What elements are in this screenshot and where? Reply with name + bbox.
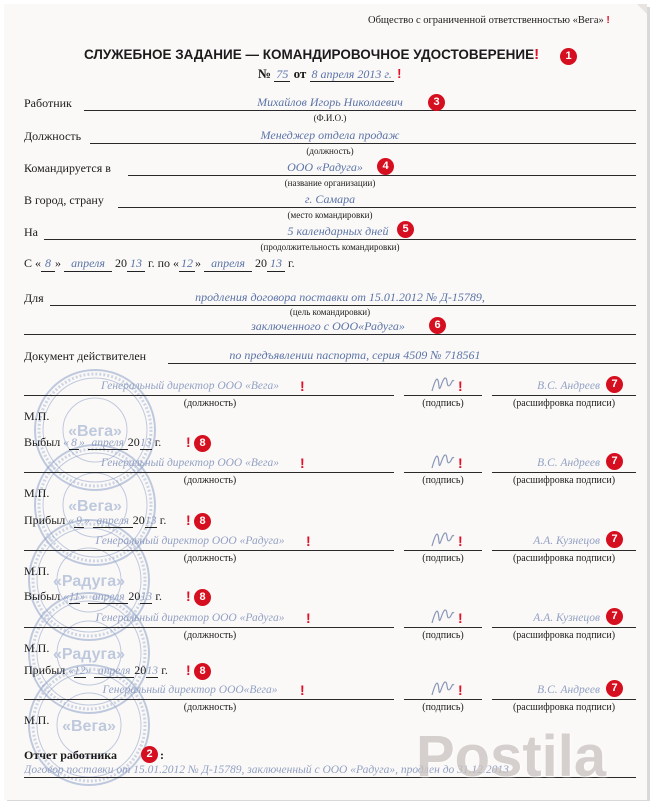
position-caption: (должность) xyxy=(306,146,354,156)
mark-quote-close: » xyxy=(84,515,90,527)
handwritten-signature xyxy=(428,677,456,699)
mp-label: М.П. xyxy=(24,486,50,500)
duration-line xyxy=(44,239,636,240)
badge-7: 7 xyxy=(606,453,623,470)
purpose-line-2 xyxy=(24,334,636,335)
document-value: по предъявлении паспорта, серия 4509 № 718561 xyxy=(229,348,481,362)
exclamation-mark: ! xyxy=(186,662,191,678)
badge-8: 8 xyxy=(194,663,211,680)
period-month-to: апреля xyxy=(204,256,252,272)
document-line xyxy=(168,363,636,364)
exclamation-mark: ! xyxy=(534,46,540,63)
exclamation-mark: ! xyxy=(306,533,311,549)
badge-1: 1 xyxy=(560,48,577,65)
mark-quote-close: » xyxy=(79,591,86,603)
badge-2: 2 xyxy=(141,746,158,763)
position-caption: (должность) xyxy=(183,475,237,486)
report-value: Договор поставки от 15.01.2012 № Д-15789, заключенный с ООО «Радуга», продлен до 31.12.2013 xyxy=(24,764,509,776)
mark-month: апреля xyxy=(94,665,134,678)
mark-day: 12 xyxy=(74,665,86,677)
org-header xyxy=(368,14,610,26)
employee-caption: (Ф.И.О.) xyxy=(313,113,347,123)
signature-caption: (подпись) xyxy=(422,475,464,486)
period-to: г. по « xyxy=(148,256,180,270)
position-sign-line xyxy=(24,699,394,700)
badge-7: 7 xyxy=(606,680,623,697)
mp-label: М.П. xyxy=(24,713,50,727)
exclamation-mark: ! xyxy=(458,610,463,626)
position-value: Менеджер отдела продаж xyxy=(260,128,400,142)
decoding-line xyxy=(492,699,636,700)
mark-month: апреля xyxy=(88,591,128,604)
position-label: Должность xyxy=(24,129,82,143)
period-year-from: 13 xyxy=(127,256,145,272)
signer-position: Генеральный директор ООО«Вега» xyxy=(102,684,278,696)
decoding-line xyxy=(492,472,636,473)
signer-position: Генеральный директор ООО «Радуга» xyxy=(95,535,285,547)
period-year-prefix: 20 xyxy=(115,256,128,270)
decoding-line xyxy=(492,627,636,628)
period-day-from: 8 xyxy=(41,256,55,272)
mp-label: М.П. xyxy=(24,409,50,423)
org-header-text: Общество с ограниченной ответственностью «Вега» xyxy=(368,15,604,26)
mark-g: г. xyxy=(161,663,168,677)
mark-month: апреля xyxy=(88,437,128,450)
decoding-caption: (расшифровка подписи) xyxy=(512,398,616,409)
mark-year-prefix: 20 xyxy=(128,589,141,603)
city-value: г. Самара xyxy=(304,192,356,206)
city-line xyxy=(118,207,636,208)
exclamation-mark: ! xyxy=(397,66,402,81)
mark-quote-close: » xyxy=(78,437,85,449)
signature-caption: (подпись) xyxy=(422,553,464,564)
badge-7: 7 xyxy=(606,531,623,548)
stamp-text: «Вега» xyxy=(68,423,122,440)
mark-year: 13 xyxy=(139,437,152,449)
period-month-from: апреля xyxy=(64,256,112,272)
postila-watermark-logo xyxy=(412,722,648,786)
signer-name: В.С. Андреев xyxy=(537,684,600,696)
exclamation-mark: ! xyxy=(306,610,311,626)
decoding-line xyxy=(492,550,636,551)
stamp-text: «Радуга» xyxy=(53,646,125,663)
exclamation-mark: ! xyxy=(186,588,191,604)
employee-label: Работник xyxy=(24,96,72,110)
decoding-caption: (расшифровка подписи) xyxy=(512,630,616,641)
period-c: С xyxy=(24,256,33,270)
signer-position: Генеральный директор ООО «Вега» xyxy=(101,457,279,469)
mark-year-prefix: 20 xyxy=(127,435,140,449)
position-line xyxy=(90,143,636,144)
handwritten-signature xyxy=(428,450,456,472)
exclamation-mark: ! xyxy=(606,14,610,26)
decoding-caption: (расшифровка подписи) xyxy=(512,702,616,713)
position-caption: (должность) xyxy=(183,630,237,641)
purpose-value-2: заключенного с ООО«Радуга» xyxy=(251,319,405,333)
sent-to-caption: (название организации) xyxy=(284,178,376,188)
travel-mark-label: Выбыл xyxy=(24,435,61,449)
exclamation-mark: ! xyxy=(458,533,463,549)
exclamation-mark: ! xyxy=(300,682,305,698)
signature-caption: (подпись) xyxy=(422,630,464,641)
position-caption: (должность) xyxy=(183,702,237,713)
document-label: Документ действителен xyxy=(24,349,147,363)
duration-label: На xyxy=(24,225,38,239)
exclamation-mark: ! xyxy=(300,378,305,394)
report-label-row xyxy=(24,748,117,763)
number-value: 75 xyxy=(276,67,289,81)
city-caption: (место командировки) xyxy=(287,210,373,220)
duration-caption: (продолжительность командировки) xyxy=(260,242,400,252)
sent-to-value: ООО «Радуга» xyxy=(287,160,363,174)
mp-label: М.П. xyxy=(24,641,50,655)
handwritten-signature xyxy=(428,373,456,395)
position-sign-line xyxy=(24,627,394,628)
handwritten-signature xyxy=(428,528,456,550)
page-fold-corner xyxy=(637,4,647,14)
mark-year: 13 xyxy=(140,591,153,603)
mark-month: апреля xyxy=(93,515,133,528)
travel-mark-row xyxy=(24,663,168,678)
document-title xyxy=(84,46,539,63)
position-sign-line xyxy=(24,395,394,396)
travel-mark-label: Выбыл xyxy=(24,589,61,603)
number-prefix: № xyxy=(258,66,272,81)
period-day-to: 12 xyxy=(181,256,194,270)
mark-day: 9 xyxy=(74,515,84,528)
travel-mark-row xyxy=(24,513,166,528)
exclamation-mark: ! xyxy=(458,682,463,698)
period-year-prefix-2: 20 xyxy=(255,256,268,270)
position-caption: (должность) xyxy=(183,398,237,409)
signer-name: А.А. Кузнецов xyxy=(533,612,600,624)
report-colon: : xyxy=(160,748,164,762)
signature-line xyxy=(404,395,482,396)
signature-line xyxy=(404,472,482,473)
period-year-to: 13 xyxy=(267,256,285,272)
city-label: В город, страну xyxy=(24,193,104,207)
signature-line xyxy=(404,699,482,700)
badge-3: 3 xyxy=(428,94,445,111)
purpose-label: Для xyxy=(24,291,44,305)
exclamation-mark: ! xyxy=(458,378,463,394)
employee-value: Михайлов Игорь Николаевич xyxy=(257,95,403,109)
decoding-caption: (расшифровка подписи) xyxy=(512,475,616,486)
mark-day: 11 xyxy=(68,591,80,603)
travel-mark-label: Прибыл xyxy=(24,513,66,527)
badge-7: 7 xyxy=(606,608,623,625)
exclamation-mark: ! xyxy=(458,455,463,471)
mark-g: г. xyxy=(155,589,162,603)
mark-year: 13 xyxy=(145,515,157,527)
signature-caption: (подпись) xyxy=(422,702,464,713)
mark-quote-open: « xyxy=(63,437,69,449)
stamp-text: «Радуга» xyxy=(53,573,125,590)
svg-text:Postila: Postila xyxy=(416,724,607,786)
exclamation-mark: ! xyxy=(300,455,305,471)
mark-g: г. xyxy=(159,513,167,527)
mp-label: М.П. xyxy=(24,564,50,578)
document-number xyxy=(258,66,402,82)
period-q3: » xyxy=(195,256,202,270)
sent-to-label: Командируется в xyxy=(24,161,111,175)
badge-8: 8 xyxy=(194,435,211,452)
signature-line xyxy=(404,550,482,551)
employee-line xyxy=(84,110,636,111)
purpose-value-1: продления договора поставки от 15.01.2012 № Д-15789, xyxy=(195,290,485,304)
number-date: 8 апреля 2013 г. xyxy=(311,67,392,81)
report-label: Отчет работника xyxy=(24,748,118,762)
mark-quote-close: » xyxy=(85,665,92,677)
exclamation-mark: ! xyxy=(186,434,191,450)
period-q2: » xyxy=(55,256,62,270)
period-g: г. xyxy=(288,256,295,270)
exclamation-mark: ! xyxy=(186,512,191,528)
position-sign-line xyxy=(24,550,394,551)
title-text: СЛУЖЕБНОЕ ЗАДАНИЕ — КОМАНДИРОВОЧНОЕ УДОСТОВЕРЕНИЕ xyxy=(84,47,535,62)
travel-mark-row xyxy=(24,435,161,450)
signer-name: В.С. Андреев xyxy=(537,457,600,469)
mark-quote-open: « xyxy=(68,515,74,527)
signature-line xyxy=(404,627,482,628)
signer-name: А.А. Кузнецов xyxy=(533,535,600,547)
mark-quote-open: « xyxy=(63,591,69,603)
sent-to-line xyxy=(128,175,636,176)
position-sign-line xyxy=(24,472,394,473)
badge-5: 5 xyxy=(397,221,414,238)
signer-name: В.С. Андреев xyxy=(537,380,600,392)
mark-day: 8 xyxy=(69,437,79,450)
mark-year-prefix: 20 xyxy=(132,513,145,527)
handwritten-signature xyxy=(428,605,456,627)
purpose-line-1 xyxy=(50,305,636,306)
badge-4: 4 xyxy=(377,158,394,175)
badge-8: 8 xyxy=(194,513,211,530)
badge-6: 6 xyxy=(429,317,446,334)
decoding-caption: (расшифровка подписи) xyxy=(512,553,616,564)
badge-7: 7 xyxy=(606,376,623,393)
duration-value: 5 календарных дней xyxy=(287,224,389,238)
mark-quote-open: « xyxy=(68,665,74,677)
badge-8: 8 xyxy=(194,589,211,606)
mark-g: г. xyxy=(154,435,162,449)
signer-position: Генеральный директор ООО «Вега» xyxy=(101,380,279,392)
period-row xyxy=(24,256,295,272)
travel-mark-label: Прибыл xyxy=(24,663,66,677)
travel-mark-row xyxy=(24,589,162,604)
period-q1: « xyxy=(35,256,42,270)
purpose-caption: (цель командировки) xyxy=(289,307,371,317)
mark-year-prefix: 20 xyxy=(134,663,147,677)
decoding-line xyxy=(492,395,636,396)
mark-year: 13 xyxy=(146,665,158,677)
number-sep: от xyxy=(293,66,307,81)
stamp-text: «Вега» xyxy=(68,498,122,515)
stamp-text: «Вега» xyxy=(62,718,116,735)
position-caption: (должность) xyxy=(183,553,237,564)
signer-position: Генеральный директор ООО «Радуга» xyxy=(95,612,285,624)
signature-caption: (подпись) xyxy=(422,398,464,409)
